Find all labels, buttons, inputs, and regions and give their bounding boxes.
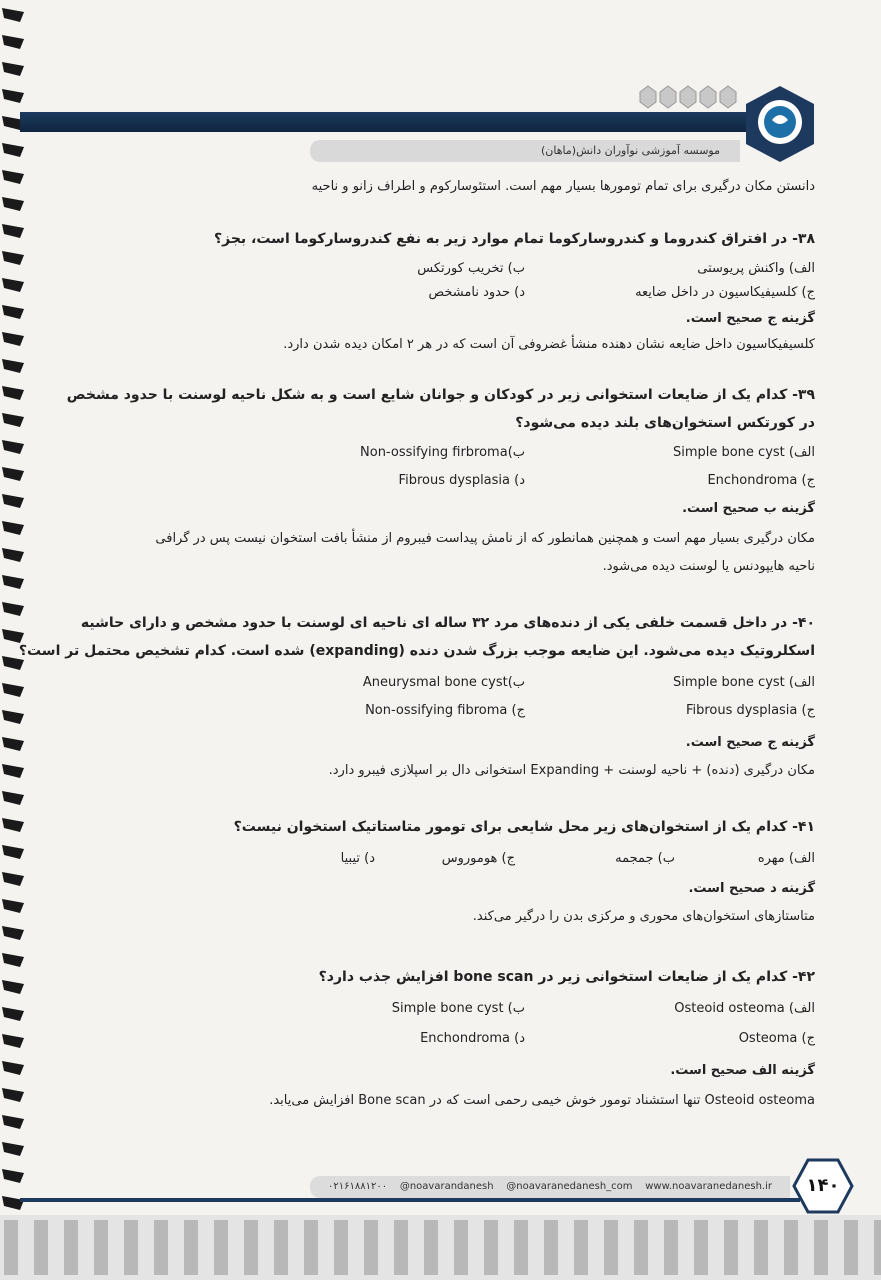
spiral-ring [2,602,24,616]
decoration-bar [574,1220,588,1275]
spiral-ring [2,629,24,643]
q38-option-c: ج) کلسیفیکاسیون در داخل ضایعه [635,285,815,300]
decoration-bar [724,1220,738,1275]
decoration-bar [184,1220,198,1275]
footer-website: www.noavaranedanesh.ir [645,1181,772,1192]
question-39-line1: ۳۹- کدام یک از ضایعات استخوانی زیر در کودکان و جوانان شایع است و به شکل ناحیه لوسنت با حدود مشخص [66,387,815,403]
spiral-ring [2,845,24,859]
decoration-bar [754,1220,768,1275]
spiral-ring [2,305,24,319]
q42-answer: گزینه الف صحیح است. [670,1063,815,1078]
q41-option-d: د) تیبیا [340,851,375,866]
spiral-ring [2,1142,24,1156]
q42-explanation: Osteoid osteoma تنها استشناد تومور خوش خیمی رحمی است که در Bone scan افزایش می‌یابد. [269,1093,815,1108]
spiral-ring [2,1115,24,1129]
q40-option-d: ج) Non-ossifying fibroma [365,703,525,718]
decoration-bar [154,1220,168,1275]
q42-option-c: ج) Osteoma [738,1031,815,1046]
spiral-ring [2,278,24,292]
q41-answer: گزینه د صحیح است. [688,881,815,896]
spiral-ring [2,683,24,697]
spiral-ring [2,440,24,454]
decoration-bar [634,1220,648,1275]
spiral-ring [2,413,24,427]
decoration-bar [274,1220,288,1275]
spiral-ring [2,980,24,994]
decoration-bar [514,1220,528,1275]
decoration-bar [874,1220,881,1275]
q39-option-c: ج) Enchondroma [707,473,815,488]
spiral-ring [2,35,24,49]
decoration-bar [454,1220,468,1275]
spiral-ring [2,1034,24,1048]
footer-telegram: @noavaranedanesh_com [506,1181,633,1192]
decoration-bar [34,1220,48,1275]
spiral-ring [2,791,24,805]
q40-option-c: ج) Fibrous dysplasia [685,703,815,718]
q39-option-b: ب)Non-ossifying firbroma [360,445,525,460]
q40-explanation: مکان درگیری (دنده) + ناحیه لوسنت + Expanding استخوانی دال بر اسپلازی فیبرو دارد. [328,763,815,778]
spiral-ring [2,548,24,562]
spiral-ring [2,62,24,76]
decoration-bar [484,1220,498,1275]
spiral-ring [2,89,24,103]
decoration-bar [364,1220,378,1275]
footer-phone: ۰۲۱۶۱۸۸۱۲۰۰ [328,1181,388,1192]
q38-option-b: ب) تخریب کورتکس [417,261,525,276]
spiral-ring [2,764,24,778]
decoration-bar [784,1220,798,1275]
decoration-bar [4,1220,18,1275]
spiral-ring [2,467,24,481]
question-40-line2: اسکلروتیک دیده می‌شود. این ضایعه موجب بزرگ شدن دنده (expanding) شده است. کدام تشخیص محتمل تر است؟ [18,643,815,659]
q39-option-a: الف) Simple bone cyst [672,445,815,460]
spiral-binding [0,0,34,1280]
decoration-bar [244,1220,258,1275]
q38-option-a: الف) واکنش پریوستی [697,261,815,276]
q40-option-a: الف) Simple bone cyst [672,675,815,690]
question-39-line2: در کورتکس استخوان‌های بلند دیده می‌شود؟ [515,415,815,431]
spiral-ring [2,710,24,724]
spiral-ring [2,386,24,400]
decoration-bar [334,1220,348,1275]
footer-bar [20,1198,800,1202]
spiral-ring [2,494,24,508]
spiral-ring [2,953,24,967]
bottom-decoration-pattern [0,1215,881,1280]
header-bar [20,112,780,132]
spiral-ring [2,359,24,373]
decoration-bar [304,1220,318,1275]
decoration-bar [544,1220,558,1275]
decoration-bar [844,1220,858,1275]
q39-explanation-line1: مکان درگیری بسیار مهم است و همچنین همانطور که از نامش پیداست فیبروم از منشأ بافت استخوان نیست پس در گرافی [155,531,815,546]
q39-answer: گزینه ب صحیح است. [682,501,815,516]
q38-option-d: د) حدود نامشخص [428,285,525,300]
question-41: ۴۱- کدام یک از استخوان‌های زیر محل شایعی برای تومور متاستاتیک استخوان نیست؟ [233,819,815,835]
spiral-ring [2,1169,24,1183]
decoration-bar [604,1220,618,1275]
q41-option-a: الف) مهره [757,851,815,866]
q39-explanation-line2: ناحیه هایپودنس یا لوسنت دیده می‌شود. [602,559,815,574]
q41-explanation: متاستازهای استخوان‌های محوری و مرکزی بدن را درگیر می‌کند. [472,909,815,924]
intro-text: دانستن مکان درگیری برای تمام تومورها بسیار مهم است. استئوسارکوم و اطراف زانو و ناحیه [311,179,815,194]
page-number: ۱۴۰ [806,1175,840,1196]
spiral-ring [2,737,24,751]
q38-answer: گزینه ج صحیح است. [685,311,815,326]
institute-logo [742,84,818,164]
q41-option-c: ج) هوموروس [441,851,515,866]
spiral-ring [2,818,24,832]
decoration-bar [214,1220,228,1275]
question-38: ۳۸- در افتراق کندروما و کندروسارکوما تمام موارد زیر به نفع کندروسارکوما است، بجز؟ [213,231,815,247]
spiral-ring [2,251,24,265]
spiral-ring [2,575,24,589]
question-42: ۴۲- کدام یک از ضایعات استخوانی زیر در bone scan افزایش جذب دارد؟ [318,969,815,985]
spiral-ring [2,8,24,22]
spiral-ring [2,1088,24,1102]
footer-contact-strip [310,1176,790,1198]
q42-option-b: ب) Simple bone cyst [391,1001,525,1016]
spiral-ring [2,872,24,886]
decoration-bar [124,1220,138,1275]
decoration-bar [694,1220,708,1275]
decoration-bar [424,1220,438,1275]
decoration-bar [394,1220,408,1275]
question-40-line1: ۴۰- در داخل قسمت خلفی یکی از دنده‌های مرد ۳۲ ساله ای ناحیه ای لوسنت با حدود مشخص و دارای حاشیه [80,615,815,631]
spiral-ring [2,170,24,184]
spiral-ring [2,899,24,913]
header-institute-name: موسسه آموزشی نوآوران دانش(ماهان) [310,140,740,162]
spiral-ring [2,521,24,535]
q40-option-b: ب)Aneurysmal bone cyst [362,675,525,690]
spiral-ring [2,197,24,211]
q42-option-d: د) Enchondroma [420,1031,525,1046]
decoration-bar [94,1220,108,1275]
spiral-ring [2,224,24,238]
decoration-bar [814,1220,828,1275]
decoration-bar [64,1220,78,1275]
spiral-ring [2,1061,24,1075]
q39-option-d: د) Fibrous dysplasia [398,473,525,488]
spiral-ring [2,332,24,346]
spiral-ring [2,1007,24,1021]
spiral-ring [2,926,24,940]
spiral-ring [2,143,24,157]
q41-option-b: ب) جمجمه [615,851,675,866]
q40-answer: گزینه ج صحیح است. [685,735,815,750]
q38-explanation: کلسیفیکاسیون داخل ضایعه نشان دهنده منشأ غضروفی آن است که در هر ۲ امکان دیده شدن دارد. [283,337,815,352]
footer-instagram: @noavarandanesh [399,1181,494,1192]
decoration-bar [664,1220,678,1275]
q42-option-a: الف) Osteoid osteoma [674,1001,815,1016]
